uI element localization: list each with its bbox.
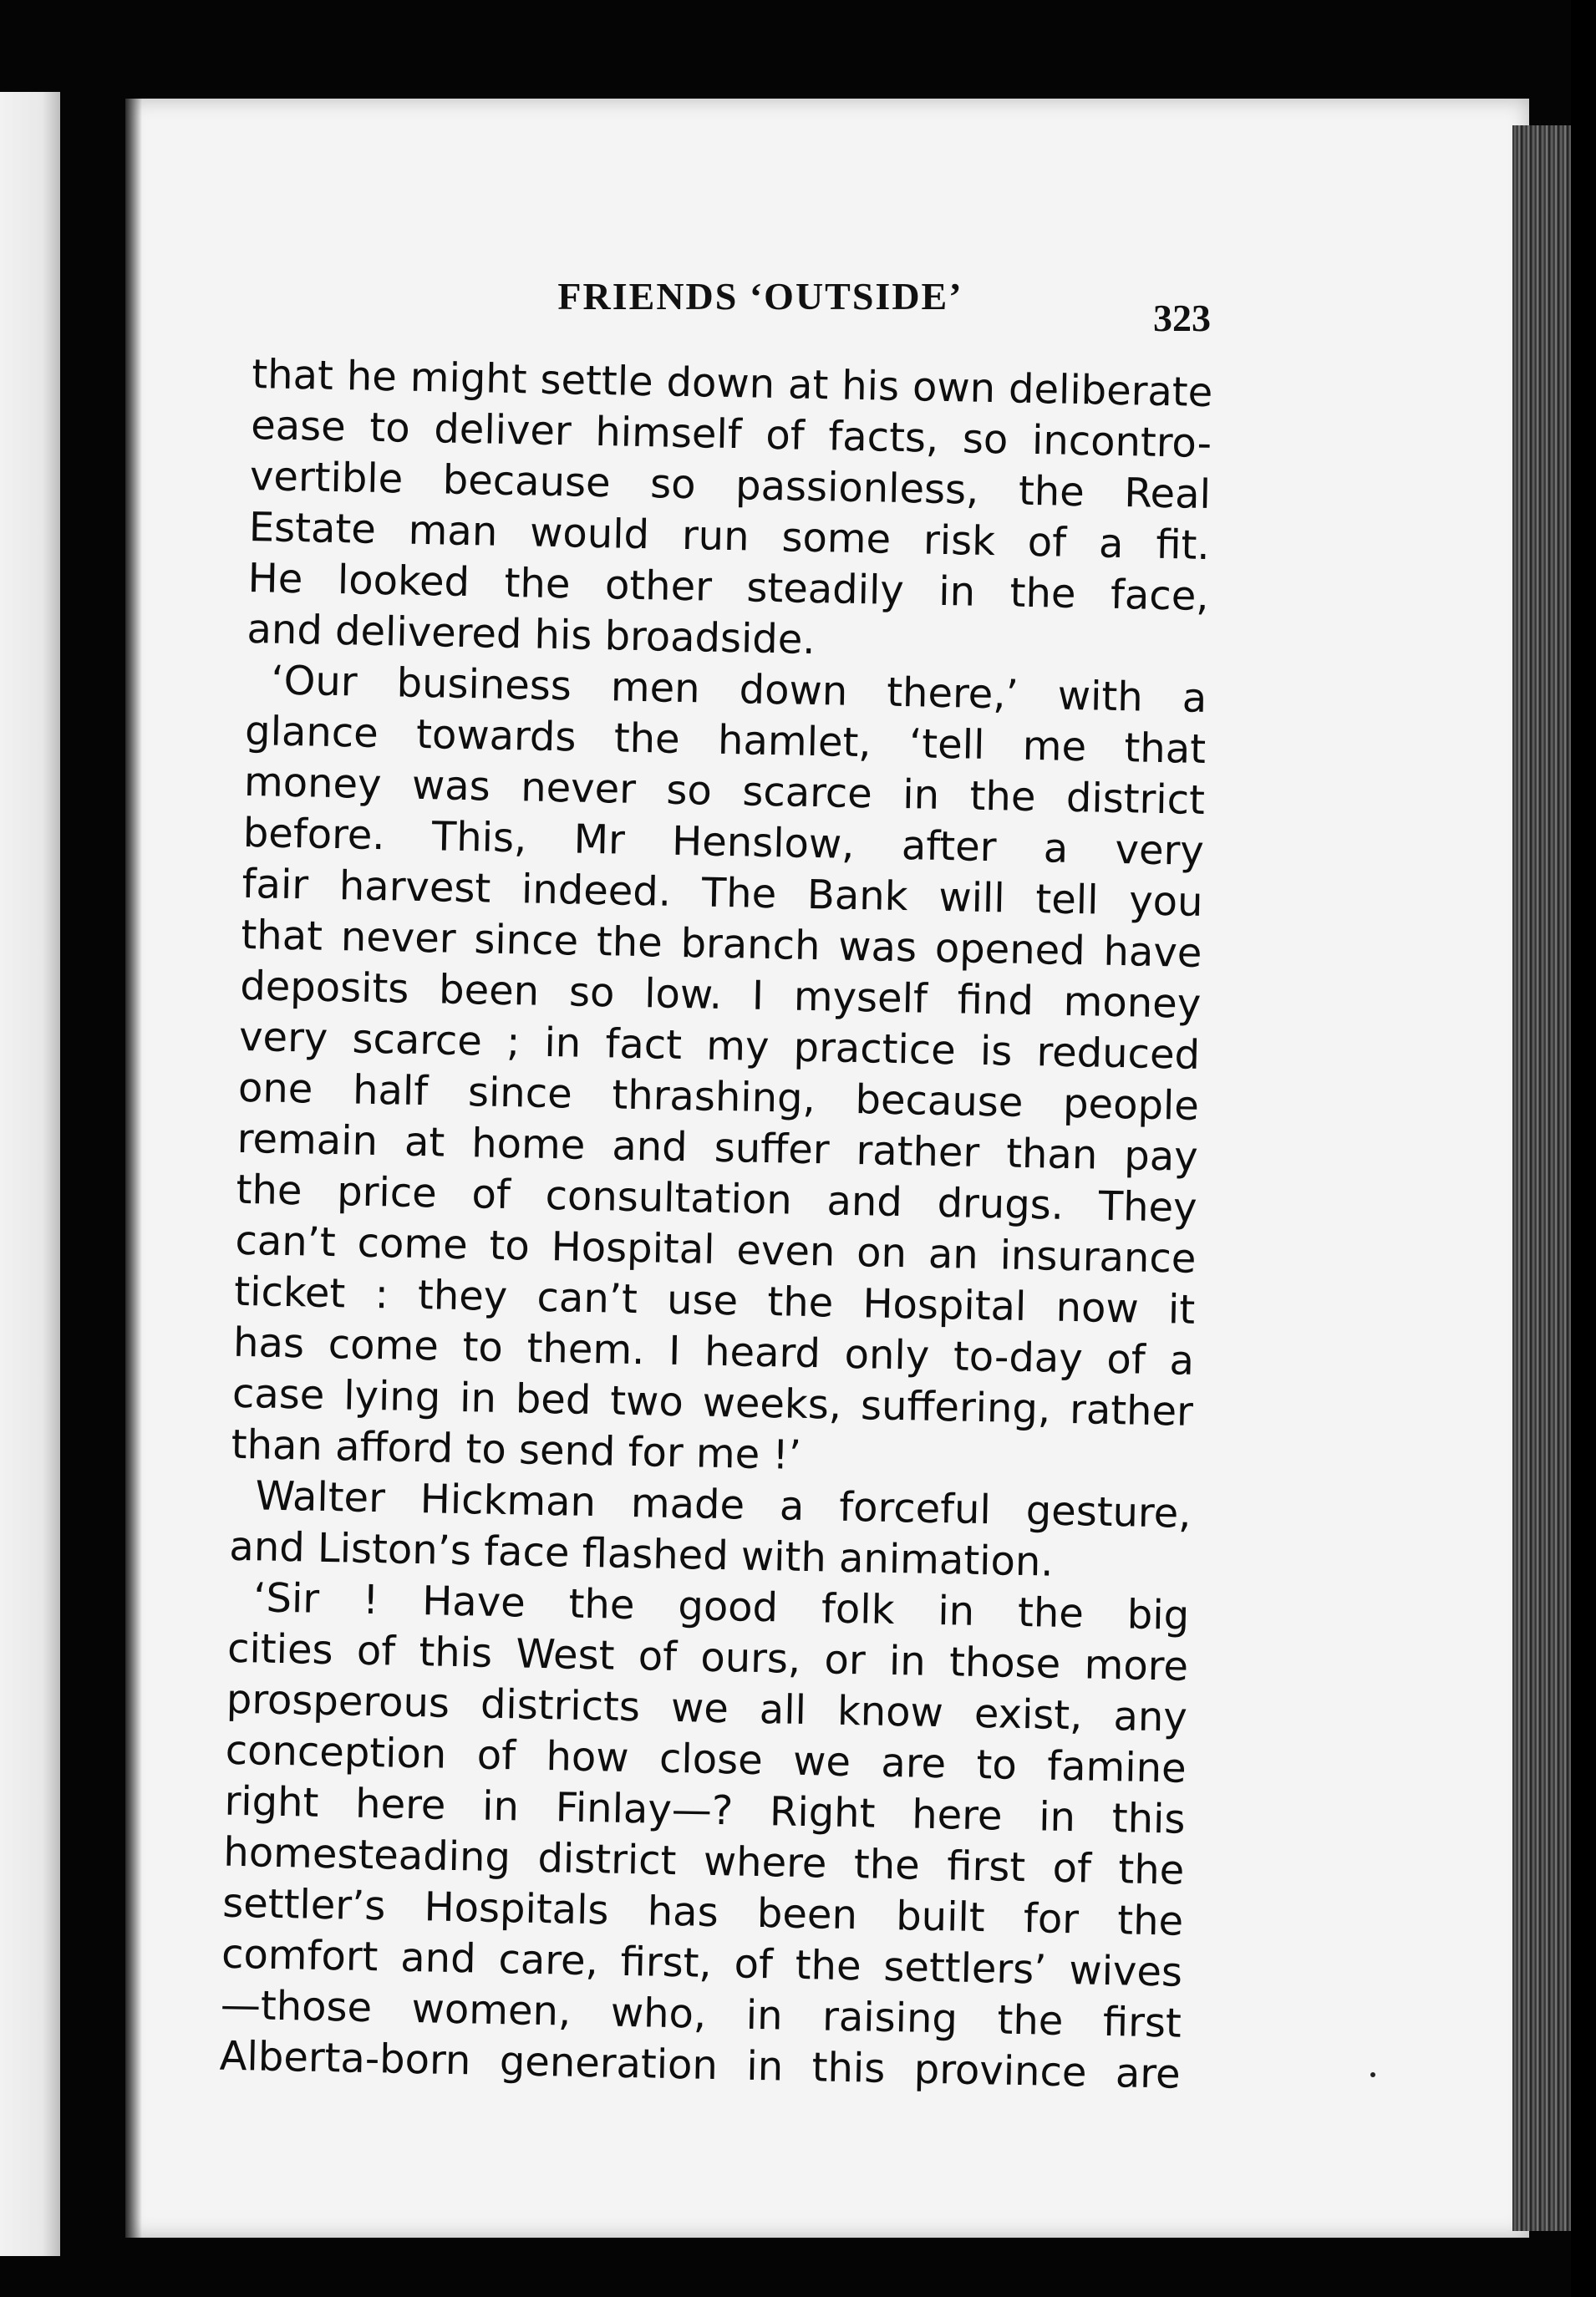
text-line: settler’s Hospitals has been built for the — [221, 1879, 1184, 1945]
page-number: 323 — [1153, 297, 1211, 339]
ink-speck — [1370, 2072, 1375, 2077]
text-line: prosperous districts we all know exist, any — [226, 1675, 1188, 1741]
body-text — [219, 349, 1213, 2101]
running-head — [125, 274, 1462, 339]
text-line: ticket : they can’t use the Hospital now it — [233, 1268, 1196, 1334]
running-title: FRIENDS ‘OUTSIDE’ — [557, 275, 963, 318]
text-line: and delivered his broadside. — [247, 605, 816, 663]
text-line: case lying in bed two weeks, suffering, rather — [231, 1370, 1194, 1436]
text-line: homesteading district where the first of the — [222, 1828, 1185, 1894]
text-line: remain at home and suffer rather than pay — [236, 1115, 1199, 1181]
text-line: right here in Finlay—? Right here in this — [224, 1777, 1186, 1843]
text-line: conception of how close we are to famine — [225, 1726, 1187, 1792]
text-line: He looked the other steadily in the face, — [247, 554, 1210, 621]
text-line: fair harvest indeed. The Bank will tell you — [241, 860, 1204, 926]
text-line: that never since the branch was opened have — [241, 911, 1202, 977]
text-line: ease to deliver himself of facts, so incontro- — [250, 401, 1212, 468]
text-line: has come to them. I heard only to-day of a — [232, 1319, 1195, 1385]
text-line: the price of consultation and drugs. They — [236, 1166, 1198, 1232]
text-line: vertible because so passionless, the Real — [249, 452, 1212, 519]
gutter-shadow — [125, 99, 142, 2238]
text-line: can’t come to Hospital even on an insurance — [234, 1217, 1197, 1283]
text-line: one half since thrashing, because people — [237, 1064, 1200, 1130]
text-line: that he might settle down at his own deliberate — [251, 350, 1213, 417]
text-line: cities of this West of ours, or in those more — [226, 1624, 1189, 1690]
text-line: Walter Hickman made a forceful gesture, — [255, 1472, 1192, 1537]
text-line: very scarce ; in fact my practice is reduced — [238, 1013, 1201, 1079]
text-line: and Liston’s face flashed with animation. — [228, 1522, 1055, 1586]
facing-page-edge — [0, 92, 60, 2256]
text-line: —those women, who, in raising the first — [220, 1981, 1182, 2047]
text-line: comfort and care, first, of the settlers’ wives — [221, 1930, 1183, 1996]
text-line: money was never so scarce in the district — [243, 758, 1206, 824]
text-line: deposits been so low. I myself find money — [239, 962, 1202, 1028]
text-line: Estate man would run some risk of a fit. — [248, 503, 1211, 570]
scan-border — [1571, 0, 1596, 2297]
text-line: than afford to send for me !’ — [231, 1420, 802, 1479]
text-line: ‘Sir ! Have the good folk in the big — [252, 1574, 1190, 1639]
text-line: Alberta-born generation in this province are — [219, 2032, 1182, 2098]
text-line: glance towards the hamlet, ‘tell me that — [244, 707, 1207, 773]
text-line: ‘Our business men down there,’ with a — [270, 657, 1207, 722]
text-line: before. This, Mr Henslow, after a very — [242, 809, 1205, 875]
